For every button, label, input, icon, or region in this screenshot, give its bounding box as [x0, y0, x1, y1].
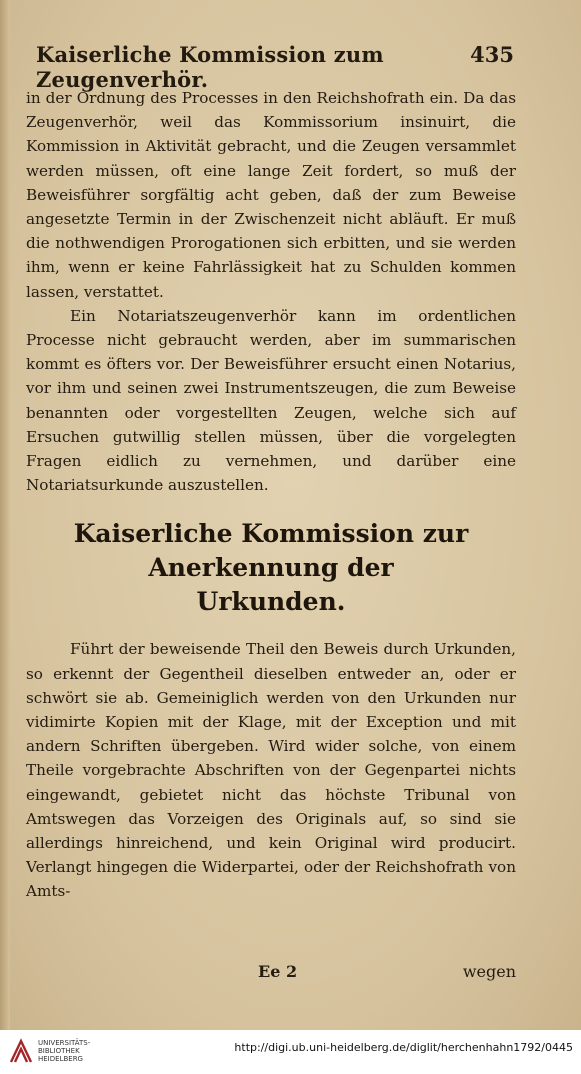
section-heading: [26, 517, 516, 619]
section-heading-line-2: Urkunden.: [196, 587, 346, 617]
page-gutter-shadow: [0, 0, 10, 1030]
library-name: [38, 1039, 90, 1063]
page-body: [26, 86, 516, 904]
section-heading-line-1: Kaiserliche Kommission zur Anerkennung der: [73, 519, 469, 583]
page-header: [36, 38, 514, 92]
library-name-line-1: UNIVERSITÄTS-: [38, 1039, 91, 1047]
paragraph-notariatszeugenverhoer: Ein Notariatszeugenverhör kann im ordentlichen Processe nicht gebraucht werden, aber im summarischen kommt es öfters vor. Der Beweisführer ersucht einen Notarius, vor ihm und seinen zwei Instrumentszeugen, die zum Beweise benannten oder vorgestellten Zeugen, welche sich auf Ersuchen gutwillig stellen müssen, über die vorgelegten Fragen eidlich zu vernehmen, und darüber eine Notariatsurkunde auszustellen.: [26, 306, 516, 495]
source-url[interactable]: http://digi.ub.uni-heidelberg.de/diglit/herchenhahn1792/0445: [234, 1041, 573, 1054]
catchword: wegen: [462, 962, 516, 981]
viewer-footer-bar: [0, 1030, 581, 1074]
library-logo-icon: [8, 1038, 34, 1064]
library-name-line-3: HEIDELBERG: [38, 1055, 83, 1063]
page-number: 435: [470, 42, 514, 67]
paragraph-continuation: in der Ordnung des Processes in den Reichshofrath ein. Da das Zeugenverhör, weil das Kommissorium insinuirt, die Kommission in Aktivität gebracht, und die Zeugen versammlet werden müssen, oft eine lange Zeit fordert, so muß der Beweisführer sorgfältig acht geben, daß der zum Beweise angesetzte Termin in der Zwischenzeit nicht abläuft. Er muß die nothwendigen Prorogationen sich erbitten, und sie werden ihm, wenn er keine Fahrlässigkeit hat zu Schulden kommen lassen, verstattet.: [26, 89, 516, 301]
paragraph-urkunden: Führt der beweisende Theil den Beweis durch Urkunden, so erkennt der Gegentheil dieselben entweder an, oder er schwört sie ab. Gemeiniglich werden von den Urkunden nur vidimirte Kopien mit der Klage, mit der Exception und mit andern Schriften übergeben. Wird wider solche, von einem Theile vorgebrachte Abschriften von der Gegenpartei nichts eingewandt, gebietet nicht das höchste Tribunal von Amtswegen das Vorzeigen des Originals auf, so sind sie allerdings hinreichend, und kein Original wird producirt. Verlangt hingegen die Widerpartei, oder der Reichshofrath von Amts-: [26, 640, 516, 901]
running-title: Kaiserliche Kommission zum Zeugenverhör.: [36, 42, 384, 92]
library-name-line-2: BIBLIOTHEK: [38, 1047, 80, 1055]
signature-mark: Ee 2: [258, 962, 298, 981]
page-footer: [26, 962, 516, 988]
